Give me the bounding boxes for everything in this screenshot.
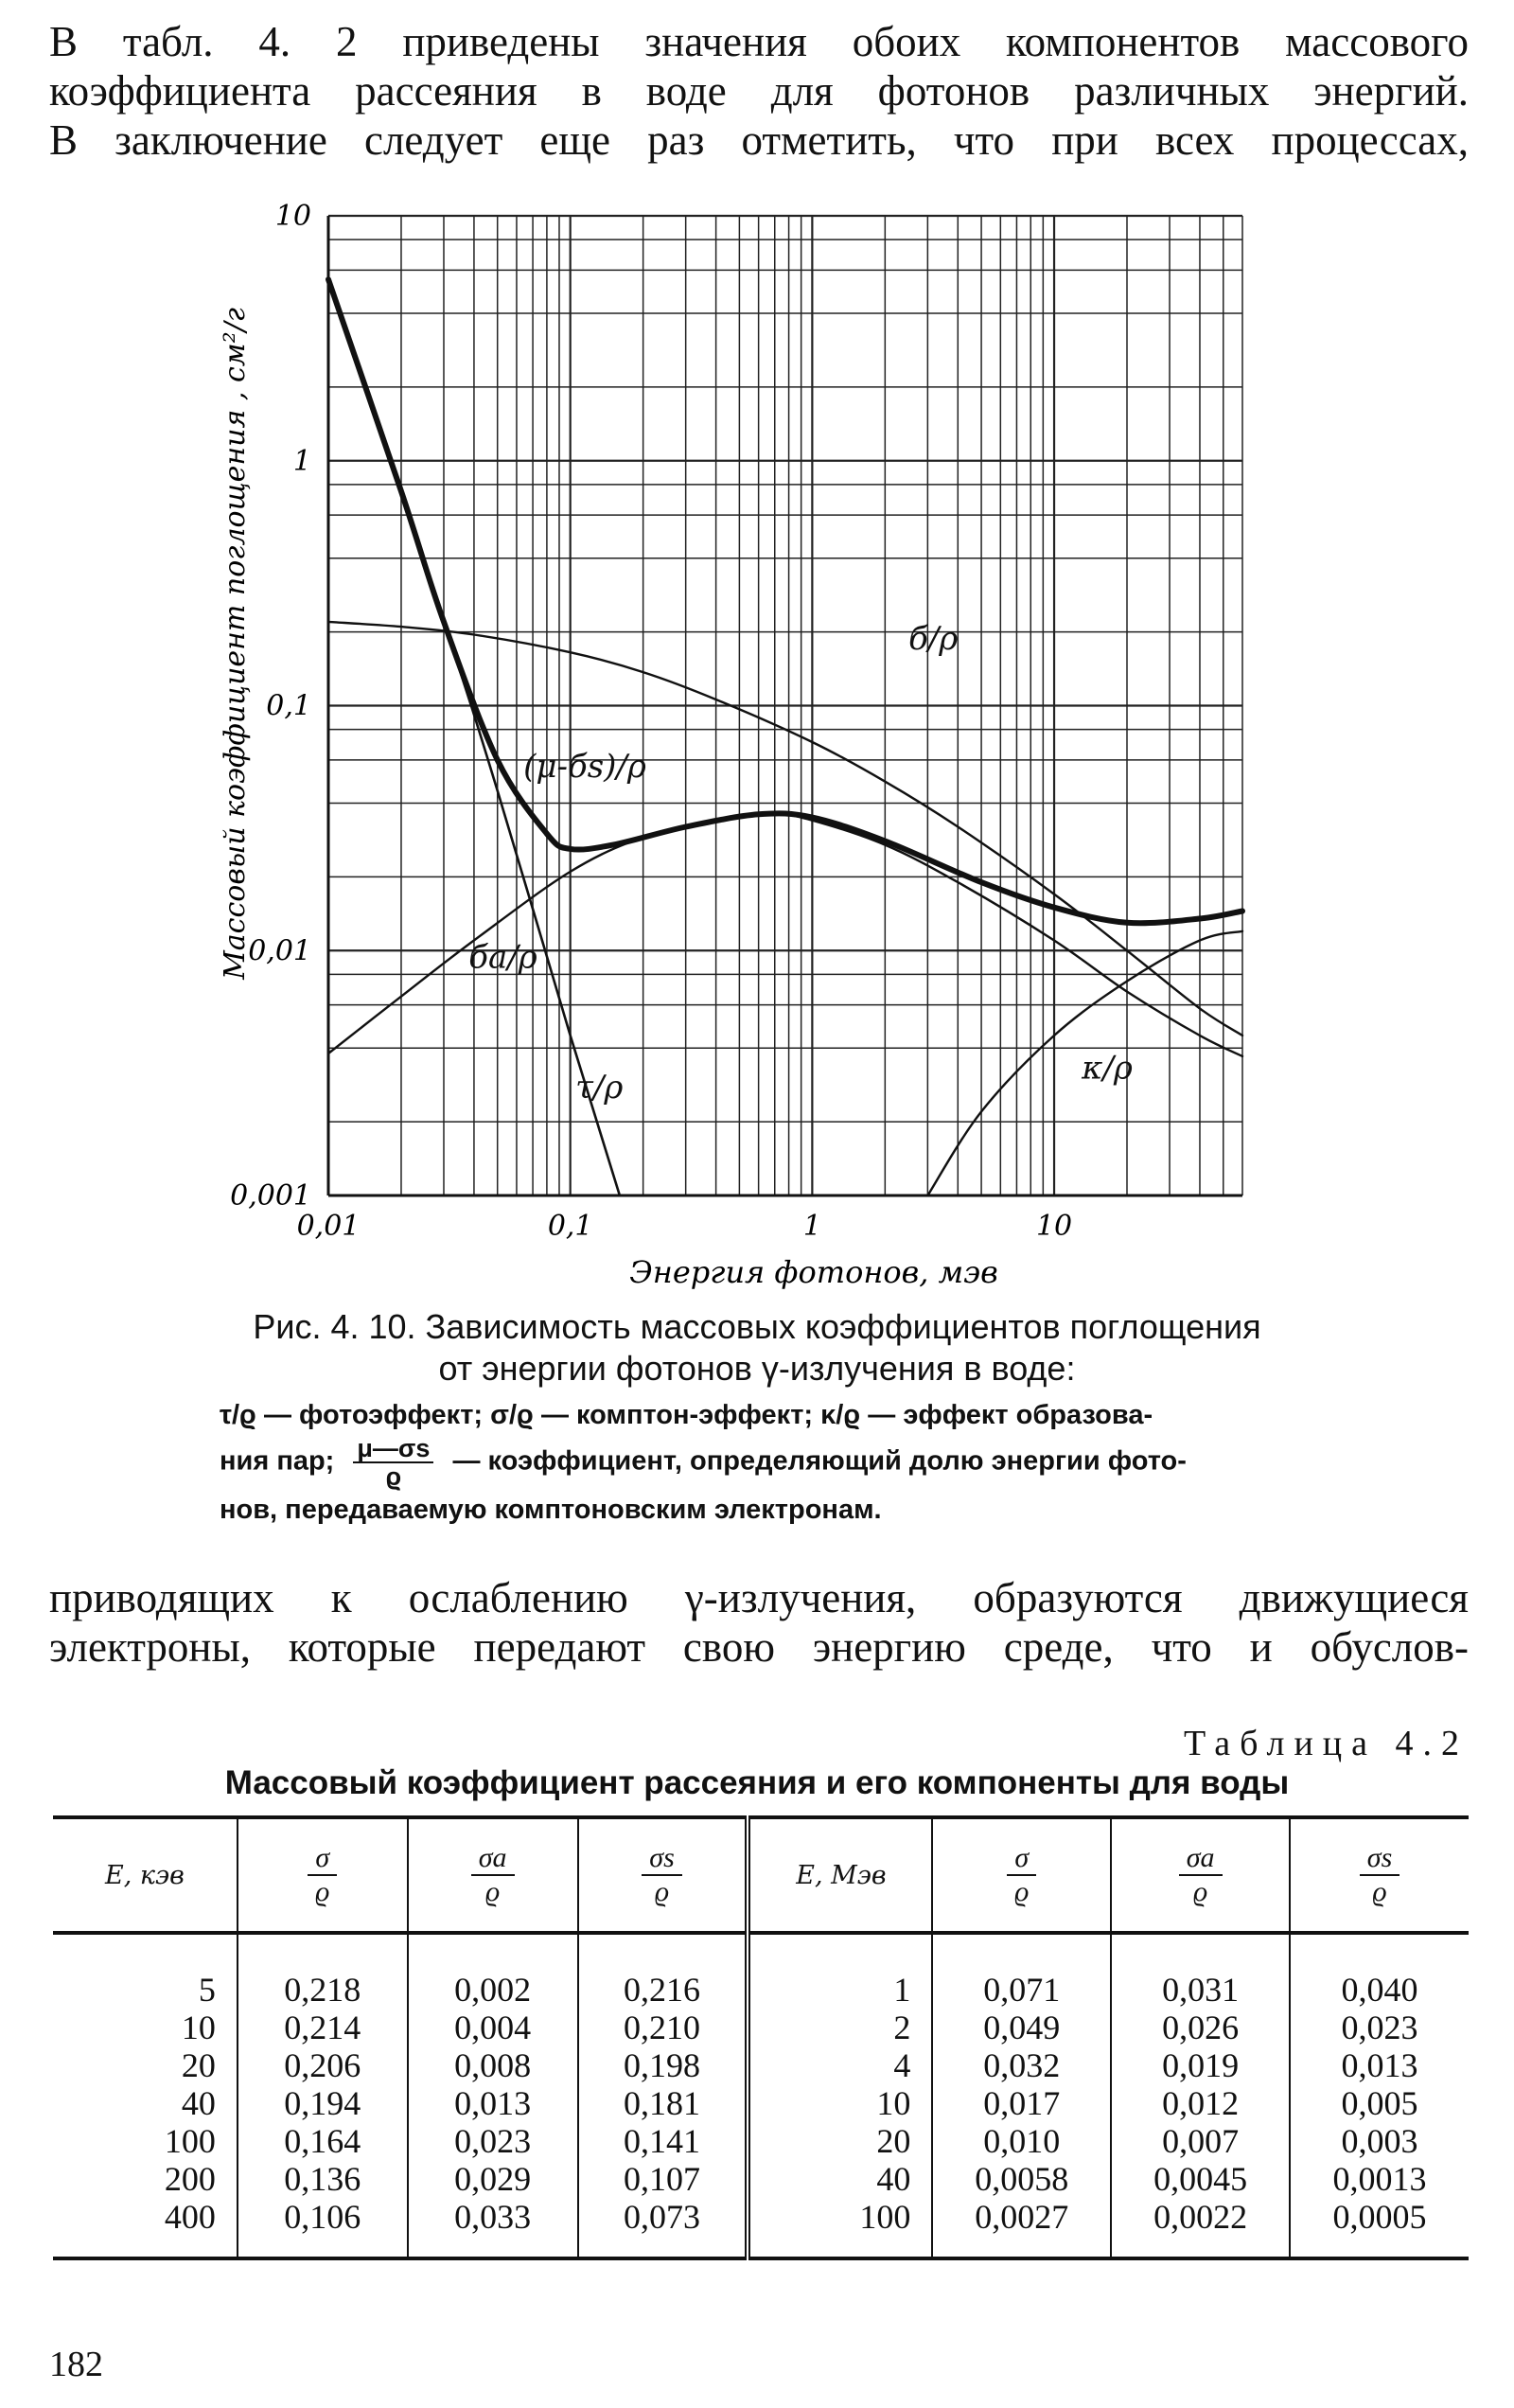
y-tick-label: 10 [274,200,311,233]
table-cell: 10 [181,2009,216,2046]
legend-line: τ/ϱ — фотоэффект; σ/ϱ — комптон-эффект; κ/ϱ — эффект образова- [220,1400,1153,1430]
header-sigma: $\frac{\sigma}{ϱ}$ [238,1817,408,1933]
table-cell: 0,033 [454,2198,532,2236]
paragraph-line: коэффициента рассеяния в воде для фотонов различных энергий. [49,67,1469,115]
legend-fraction [353,1435,433,1490]
header-e-mev: E, Мэв [748,1817,932,1933]
table-cell: 0,0027 [975,2198,1069,2236]
paragraph-line: В заключение следует еще раз отметить, что при всех процессах, [49,116,1469,164]
table-cell: 0,206 [284,2046,361,2084]
sigma-curve-label: б/ρ [908,619,959,658]
table-cell: 0,002 [454,1971,532,2009]
table-cell: 0,107 [624,2160,701,2198]
table-cell: 20 [181,2046,216,2084]
table-cell: 0,181 [624,2084,701,2122]
header-sigma-2: $\frac{\sigma}{ϱ}$ [932,1817,1111,1933]
table-cell: 0,198 [624,2046,701,2084]
scattering-table [53,1815,1469,2260]
table-cell: 40 [181,2084,216,2122]
table-cell: 0,0045 [1153,2160,1248,2198]
figure-caption [189,1306,1325,1390]
paragraph-line: В табл. 4. 2 приведены значения обоих компонентов массового [49,18,1469,65]
y-tick-label: 0,1 [266,689,311,723]
table-cell: 1 [893,1971,911,2009]
header-sigma-a: $\frac{\sigma a}{ϱ}$ [408,1817,578,1933]
y-tick-label: 1 [292,444,311,478]
table-cell: 0,216 [624,1971,701,2009]
page-number: 182 [49,2345,103,2384]
x-tick-label: 0,1 [547,1210,593,1243]
table-cell: 4 [893,2046,911,2084]
y-tick-label: 0,01 [248,934,311,968]
table-cell: 0,0013 [1332,2160,1427,2198]
table-cell: 0,164 [284,2122,361,2160]
col-sigma-s [578,1933,748,2258]
figure-caption-title: Рис. 4. 10. Зависимость массовых коэффициентов поглощения [253,1307,1261,1346]
table-cell: 0,029 [454,2160,532,2198]
table-header-row [53,1817,1469,1933]
table-cell: 0,049 [983,2009,1061,2046]
paragraph-line: электроны, которые передают свою энергию среде, что и обуслов- [49,1623,1469,1671]
table-cell: 0,0022 [1153,2198,1248,2236]
x-tick-label: 1 [802,1210,821,1243]
table-cell: 400 [164,2198,216,2236]
table-cell: 0,013 [454,2084,532,2122]
table-cell: 0,214 [284,2009,361,2046]
table-cell: 0,013 [1341,2046,1418,2084]
col-e-kev [53,1933,238,2258]
fraction-numerator: μ—σs [353,1435,433,1463]
table-cell: 0,003 [1341,2122,1418,2160]
table-label: Таблица 4.2 [1183,1724,1469,1763]
figure-legend [220,1395,1303,1530]
table-cell: 0,005 [1341,2084,1418,2122]
table-cell: 0,071 [983,1971,1061,2009]
paragraph-middle [49,1573,1469,1672]
table-cell: 0,004 [454,2009,532,2046]
table-cell: 0,031 [1162,1971,1240,2009]
table-cell: 0,194 [284,2084,361,2122]
col-sigma [238,1933,408,2258]
table-cell: 0,040 [1341,1971,1418,2009]
table-cell: 0,032 [983,2046,1061,2084]
table-cell: 0,141 [624,2122,701,2160]
x-axis-title: Энергия фотонов, мэв [629,1254,998,1290]
col-sigma-s-2 [1290,1933,1469,2258]
table-cell: 20 [876,2122,911,2160]
col-sigma-2 [932,1933,1111,2258]
table-cell: 0,023 [454,2122,532,2160]
table-body-row [53,1933,1469,2258]
table-cell: 0,023 [1341,2009,1418,2046]
mu-minus-sigma-s-curve-label: (μ-бs)/ρ [523,748,646,787]
table-cell: 0,017 [983,2084,1061,2122]
x-tick-label: 0,01 [296,1210,361,1243]
table-cell: 0,073 [624,2198,701,2236]
table-cell: 0,0005 [1332,2198,1427,2236]
table-cell: 0,008 [454,2046,532,2084]
legend-line [220,1435,1303,1490]
table-cell: 0,136 [284,2160,361,2198]
table-cell: 0,0058 [975,2160,1069,2198]
y-axis-title: Массовый коэффициент поглощения , см²/г [219,308,252,980]
legend-line: нов, передаваемую комптоновским электронам. [220,1495,882,1525]
table-cell: 100 [164,2122,216,2160]
table-cell: 0,218 [284,1971,361,2009]
sigma-a-curve-label: бa/ρ [468,938,537,977]
header-sigma-s: $\frac{\sigma s}{ϱ}$ [578,1817,748,1933]
table-cell: 200 [164,2160,216,2198]
table-cell: 5 [198,1971,216,2009]
paragraph-line: приводящих к ослаблению γ-излучения, образуются движущиеся [49,1574,1469,1621]
table-cell: 0,106 [284,2198,361,2236]
header-sigma-a-2: $\frac{\sigma a}{ϱ}$ [1111,1817,1290,1933]
table-cell: 0,010 [983,2122,1061,2160]
table-cell: 2 [893,2009,911,2046]
kappa-curve-label: κ/ρ [1082,1049,1133,1088]
table-cell: 40 [876,2160,911,2198]
col-sigma-a-2 [1111,1933,1290,2258]
table-cell: 0,019 [1162,2046,1240,2084]
sigma-a-curve [328,814,1242,1056]
col-sigma-a [408,1933,578,2258]
tau-curve-label: τ/ρ [575,1069,624,1107]
table-title: Массовый коэффициент рассеяния и его компоненты для воды [224,1764,1290,1801]
x-tick-label: 10 [1035,1210,1073,1243]
col-e-mev [748,1933,932,2258]
table-cell: 100 [859,2198,911,2236]
table-cell: 0,007 [1162,2122,1240,2160]
table-cell: 10 [876,2084,911,2122]
header-e-kev: E, кэв [53,1817,238,1933]
header-sigma-s-2: $\frac{\sigma s}{ϱ}$ [1290,1817,1469,1933]
figure-caption-subtitle: от энергии фотонов γ-излучения в воде: [438,1349,1076,1388]
legend-text: ния пар; [220,1445,335,1477]
y-tick-label: 0,001 [230,1179,311,1213]
table-cell: 0,210 [624,2009,701,2046]
mu-minus-sigma-s-curve [328,279,1242,923]
fraction-denominator: ϱ [385,1462,402,1491]
legend-text: — коэффициент, определяющий долю энергии фото- [452,1445,1187,1477]
table-cell: 0,026 [1162,2009,1240,2046]
table-cell: 0,012 [1162,2084,1240,2122]
